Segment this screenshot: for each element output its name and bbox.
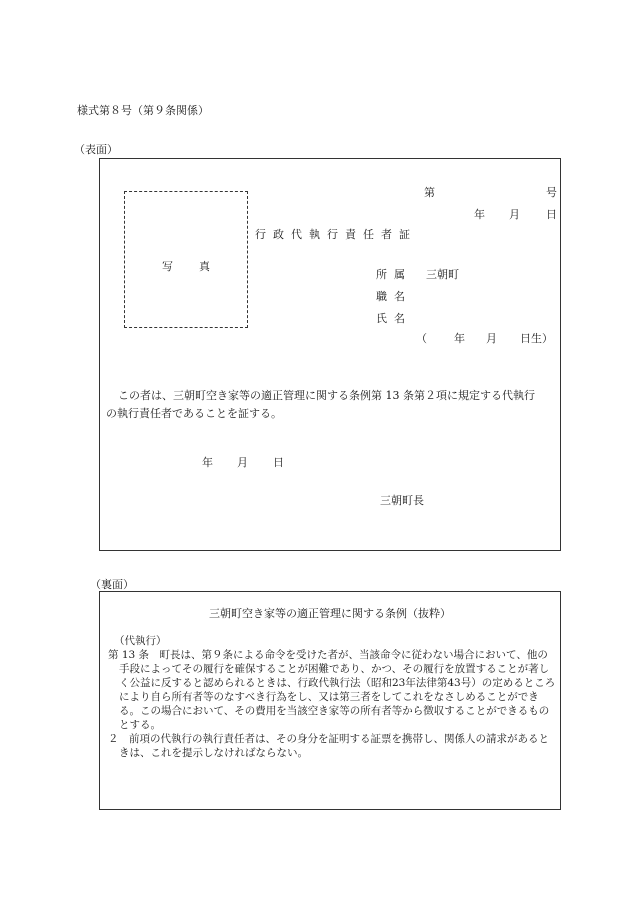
certification-text <box>106 387 556 423</box>
front-label: （表面） <box>74 143 118 156</box>
form-header: 様式第８号（第９条関係） <box>77 104 209 117</box>
date-year: 年 <box>474 208 485 221</box>
certificate-title: 行政代執行責任者証 <box>255 228 417 241</box>
date-month: 月 <box>509 208 520 221</box>
position-label: 職名 <box>376 290 412 303</box>
birth-open-paren: （ <box>416 332 427 345</box>
law-article-13: 第 13 条 町長は、第９条による命令を受けた者が、当該命令に従わない場合において、他の手段によってその履行を確保することが困難であり、かつ、その履行を放置することが著しく公益に反すると認められるときは、行政代執行法（昭和23年法律第43号）の定めるところにより自ら所有者等のなすべき行為をし、又は第三者をしてこれをなさしめることができる。この場合において、その費用を当該空き家等の所有者等から徴収することができるものとする。 <box>108 649 556 731</box>
issuer: 三朝町長 <box>380 494 424 507</box>
back-card <box>99 591 561 810</box>
number-prefix: 第 <box>424 186 435 199</box>
law-heading: （代執行） <box>114 635 167 647</box>
birth-year: 年 <box>454 332 465 345</box>
birth-month: 月 <box>486 332 497 345</box>
number-suffix: 号 <box>546 186 557 199</box>
name-label: 氏名 <box>376 312 412 325</box>
date-day: 日 <box>546 208 557 221</box>
affiliation-label: 所属 <box>376 268 412 281</box>
photo-label: 写真 <box>162 260 236 273</box>
certification-line-2: の執行責任者であることを証する。 <box>106 407 282 420</box>
photo-placeholder <box>124 191 248 328</box>
issue-date-year: 年 <box>202 456 213 469</box>
back-label: （裏面） <box>90 578 134 591</box>
certification-line-1: この者は、三朝町空き家等の適正管理に関する条例第 13 条第２項に規定する代執行 <box>118 389 535 402</box>
back-title: 三朝町空き家等の適正管理に関する条例（抜粋） <box>209 607 451 620</box>
issue-date-day: 日 <box>273 456 284 469</box>
law-paragraph-2: ２ 前項の代執行の執行責任者は、その身分を証明する証票を携帯し、関係人の請求があるときは、これを提示しなければならない。 <box>108 733 549 759</box>
front-card <box>99 158 561 551</box>
birth-day-suffix: 日生） <box>520 332 553 345</box>
issue-date-month: 月 <box>237 456 248 469</box>
law-excerpt <box>108 634 556 760</box>
affiliation-value: 三朝町 <box>426 268 459 281</box>
